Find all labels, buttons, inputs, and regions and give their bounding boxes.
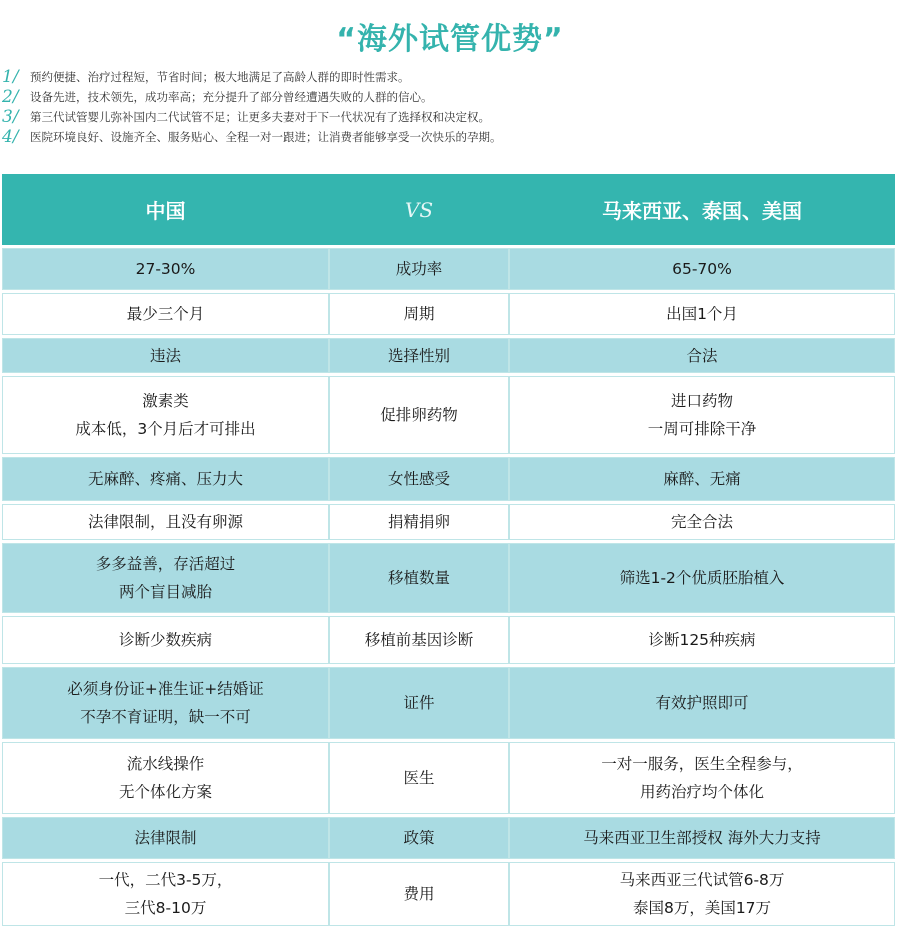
overseas-cell	[509, 862, 895, 926]
criterion-cell	[329, 742, 509, 814]
criterion-cell	[329, 338, 509, 373]
table-row	[2, 457, 895, 501]
table-row	[2, 543, 895, 613]
cell-line: 筛选1-2个优质胚胎植入	[619, 569, 785, 587]
cell-line: 合法	[686, 346, 718, 365]
criterion-cell	[329, 293, 509, 335]
cell-line: 必须身份证+准生证+结婚证	[67, 680, 264, 698]
table-row	[2, 293, 895, 335]
cell-line: 周期	[403, 305, 435, 323]
cell-line: 一周可排除干净	[647, 420, 757, 438]
item-text: 医院环境良好、设施齐全、服务贴心、全程一对一跟进；让消费者能够享受一次快乐的孕期。	[30, 130, 502, 144]
overseas-cell	[509, 338, 895, 373]
advantage-item	[0, 67, 900, 87]
china-cell	[2, 742, 329, 814]
cell-line: 无个体化方案	[118, 783, 212, 801]
cell-line: 成本低，3个月后才可排出	[75, 420, 256, 438]
item-number: 1/	[2, 67, 19, 87]
cell-line: 麻醉、无痛	[663, 470, 741, 488]
cell-line: 流水线操作	[126, 755, 205, 773]
advantage-item	[0, 127, 900, 147]
criterion-cell	[329, 457, 509, 501]
cell-line: 有效护照即可	[655, 694, 749, 712]
criterion-cell	[329, 376, 509, 454]
criterion-cell	[329, 667, 509, 739]
item-text: 第三代试管婴儿弥补国内二代试管不足；让更多夫妻对于下一代状况有了选择权和决定权。	[30, 110, 490, 124]
cell-line: 证件	[403, 694, 435, 712]
cell-line: 违法	[149, 346, 181, 365]
item-number: 2/	[2, 87, 19, 107]
cell-line: 最少三个月	[126, 305, 205, 323]
china-cell	[2, 616, 329, 664]
table-row	[2, 667, 895, 739]
cell-line: 无麻醉、疼痛、压力大	[87, 470, 243, 488]
china-cell	[2, 817, 329, 859]
table-header	[2, 174, 895, 245]
china-cell	[2, 667, 329, 739]
criterion-cell	[329, 543, 509, 613]
overseas-cell	[509, 376, 895, 454]
cell-line: 诊断少数疾病	[118, 631, 212, 649]
cell-line: 诊断125种疾病	[648, 631, 756, 649]
cell-line: 进口药物	[670, 392, 733, 410]
overseas-cell	[509, 293, 895, 335]
cell-line: 泰国8万，美国17万	[632, 899, 772, 917]
cell-line: 两个盲目减胎	[118, 583, 212, 601]
item-number: 3/	[2, 107, 19, 127]
china-cell	[2, 457, 329, 501]
overseas-cell	[509, 667, 895, 739]
header-china: 中国	[145, 199, 186, 223]
table-row	[2, 338, 895, 373]
cell-line: 政策	[403, 829, 435, 847]
cell-line: 马来西亚三代试管6-8万	[619, 871, 785, 889]
cell-line: 不孕不育证明，缺一不可	[80, 708, 251, 726]
criterion-cell	[329, 504, 509, 540]
cell-line: 65-70%	[672, 260, 732, 278]
cell-line: 成功率	[395, 260, 443, 278]
china-cell	[2, 862, 329, 926]
china-cell	[2, 293, 329, 335]
cell-line: 医生	[403, 769, 435, 787]
criterion-cell	[329, 862, 509, 926]
china-cell	[2, 376, 329, 454]
china-cell	[2, 504, 329, 540]
cell-line: 27-30%	[135, 260, 196, 278]
criterion-cell	[329, 817, 509, 859]
cell-line: 完全合法	[670, 513, 733, 531]
table-body	[2, 245, 895, 926]
cell-line: 法律限制，且没有卵源	[87, 513, 243, 531]
comparison-table	[2, 174, 895, 926]
advantage-item	[0, 87, 900, 107]
criterion-cell	[329, 616, 509, 664]
cell-line: 费用	[403, 885, 435, 903]
cell-line: 激素类	[142, 392, 189, 410]
advantage-item	[0, 107, 900, 127]
overseas-cell	[509, 248, 895, 290]
cell-line: 法律限制	[134, 829, 197, 847]
cell-line: 用药治疗均个体化	[639, 783, 764, 801]
china-cell	[2, 248, 329, 290]
overseas-cell	[509, 457, 895, 501]
cell-line: 出国1个月	[666, 305, 738, 323]
header-overseas: 马来西亚、泰国、美国	[602, 199, 802, 223]
item-text: 预约便捷、治疗过程短，节省时间；极大地满足了高龄人群的即时性需求。	[30, 70, 410, 84]
cell-line: 三代8-10万	[124, 899, 207, 917]
table-row	[2, 742, 895, 814]
table-row	[2, 862, 895, 926]
item-number: 4/	[2, 127, 19, 147]
cell-line: 捐精捐卵	[387, 513, 450, 531]
overseas-cell	[509, 504, 895, 540]
cell-line: 多多益善，存活超过	[95, 555, 236, 573]
table-row	[2, 504, 895, 540]
table-row	[2, 817, 895, 859]
china-cell	[2, 543, 329, 613]
table-row	[2, 616, 895, 664]
header-vs: VS	[404, 197, 434, 222]
item-text: 设备先进，技术领先，成功率高；充分提升了部分曾经遭遇失败的人群的信心。	[30, 90, 433, 104]
china-cell	[2, 338, 329, 373]
overseas-cell	[509, 616, 895, 664]
cell-line: 女性感受	[387, 470, 450, 488]
cell-line: 移植数量	[387, 569, 450, 587]
cell-line: 一代，二代3-5万，	[98, 871, 233, 889]
cell-line: 一对一服务，医生全程参与，	[601, 755, 803, 773]
table-row	[2, 376, 895, 454]
page-title: “海外试管优势”	[336, 22, 564, 57]
overseas-cell	[509, 817, 895, 859]
cell-line: 促排卵药物	[380, 406, 458, 424]
advantage-list	[0, 67, 900, 147]
overseas-cell	[509, 742, 895, 814]
table-row	[2, 248, 895, 290]
cell-line: 选择性别	[387, 346, 450, 365]
cell-line: 移植前基因诊断	[364, 631, 474, 649]
criterion-cell	[329, 248, 509, 290]
cell-line: 马来西亚卫生部授权 海外大力支持	[583, 829, 821, 847]
overseas-cell	[509, 543, 895, 613]
